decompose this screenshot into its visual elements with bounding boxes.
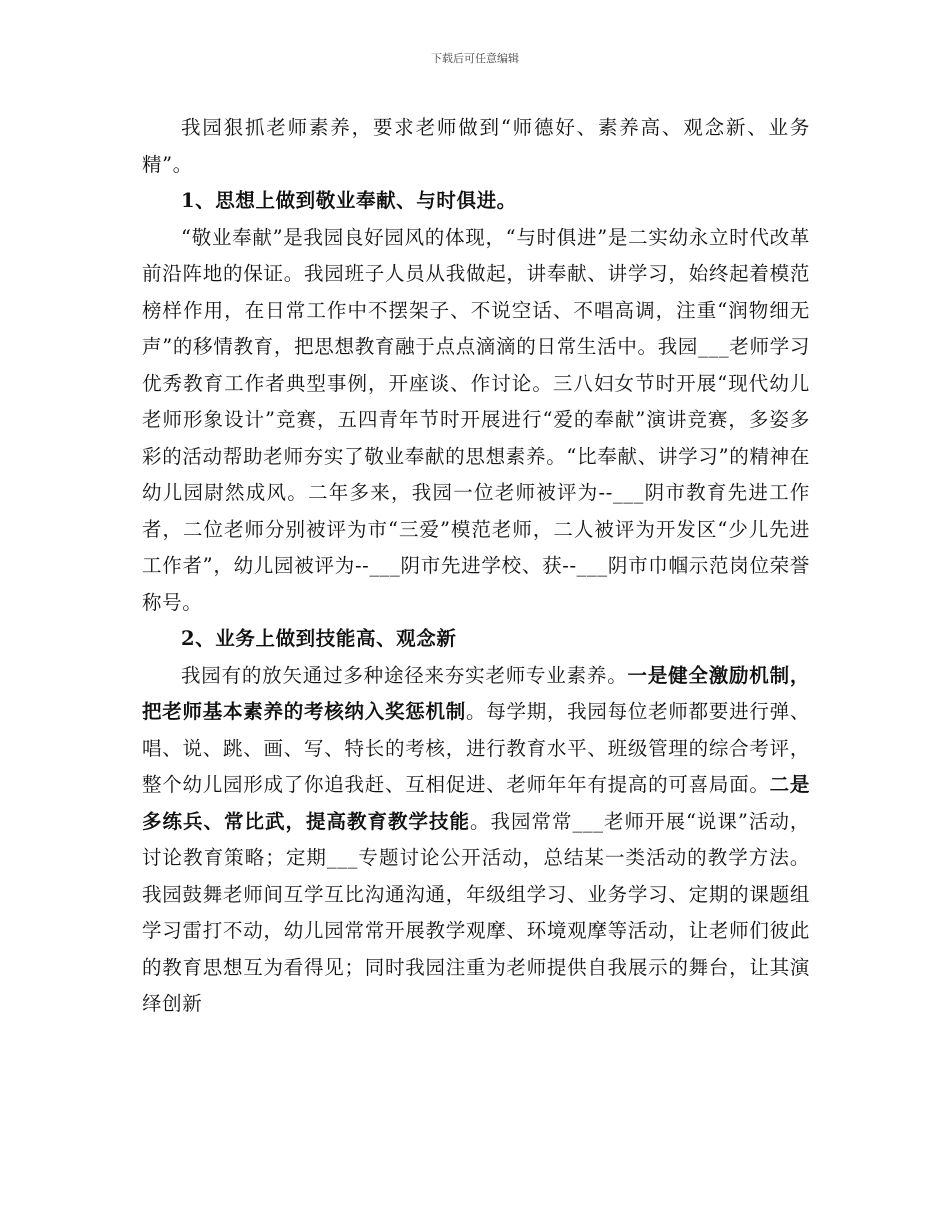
document-body bbox=[142, 110, 810, 1023]
intro-paragraph: 我园狠抓老师素养，要求老师做到“师德好、素养高、观念新、业务精”。 bbox=[142, 116, 810, 176]
page-header: 下载后可任意编辑 bbox=[431, 52, 519, 65]
section-heading-1: 1、思想上做到敬业奉献、与时俱进。 bbox=[181, 189, 517, 212]
section-1-paragraph: “敬业奉献”是我园良好园风的体现，“与时俱进”是二实幼永立时代改革前沿阵地的保证。我园班子人员从我做起，讲奉献、讲学习，始终起着模范榜样作用，在日常工作中不摆架子、不说空话、不唱高调，注重“润物细无声”的移情教育，把思想教育融于点点滴滴的日常生活中。我园___老师学习优秀教育工作者典型事例，开座谈、作讨论。三八妇女节时开展“现代幼儿老师形象设计”竞赛，五四青年节时开展进行“爱的奉献”演讲竞赛，多姿多彩的活动帮助老师夯实了敬业奉献的思想素养。“比奉献、讲学习”的精神在幼儿园尉然成风。二年多来，我园一位老师被评为--___阴市教育先进工作者，二位老师分别被评为市“三爱”模范老师，二人被评为开发区“少儿先进工作者”，幼儿园被评为--___阴市先进学校、获--___阴市巾帼示范岗位荣誉称号。 bbox=[142, 225, 810, 614]
section-2-text-3: 。我园常常___老师开展“说课”活动，讨论教育策略；定期___专题讨论公开活动，总结某一类活动的教学方法。我园鼓舞老师间互学互比沟通沟通，年级组学习、业务学习、定期的课题组学习雷打不动，幼儿园常常开展教学观摩、环境观摩等活动，让老师们彼此的教育思想互为看得见；同时我园注重为老师提供自我展示的舞台，让其演绎创新 bbox=[142, 809, 810, 1015]
section-heading-2: 2、业务上做到技能高、观念新 bbox=[181, 627, 457, 650]
section-2-text-2: 。每学期，我园每位老师都要进行弹、唱、说、跳、画、写、特长的考核，进行教育水平、班级管理的综合考评，整个幼儿园形成了你追我赶、互相促进、老师年年有提高的可喜局面。 bbox=[142, 700, 810, 796]
section-2-bold-2: 二是多练兵、常比武，提高教育教学技能 bbox=[142, 773, 811, 833]
section-2-text-1: 我园有的放矢通过多种途径来夯实老师专业素养。 bbox=[181, 663, 628, 687]
section-2-paragraph bbox=[142, 658, 810, 1023]
section-2-bold-1: 一是健全激励机制，把老师基本素养的考核纳入奖惩机制 bbox=[142, 663, 811, 723]
